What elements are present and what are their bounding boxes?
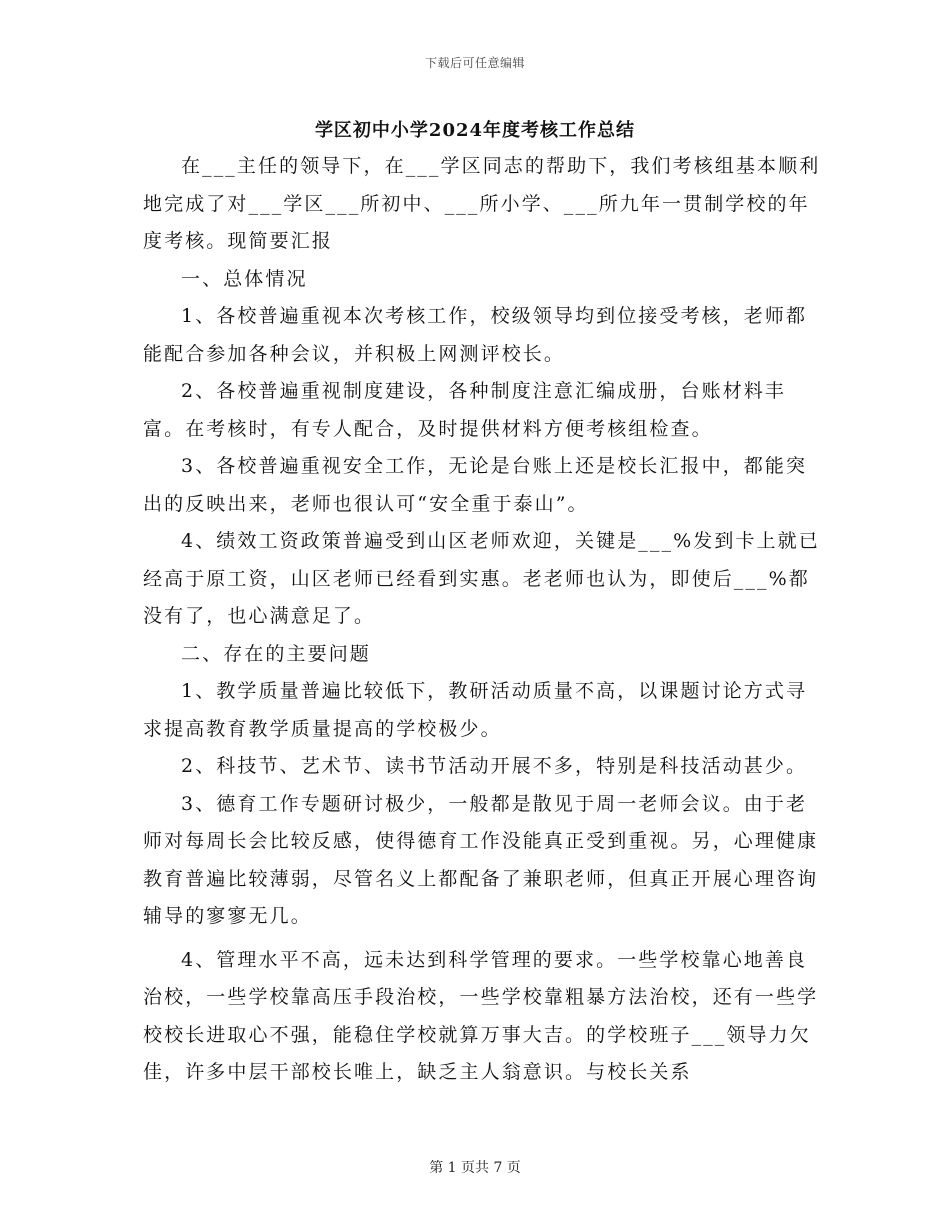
paragraph-problem-2: 2、科技节、艺术节、读书节活动开展不多，特别是科技活动甚少。 <box>181 755 808 777</box>
section-heading-overview: 一、总体情况 <box>181 267 308 290</box>
page-footer: 第 1 页共 7 页 <box>429 1160 521 1176</box>
paragraph-problem-4: 4、管理水平不高，远未达到科学管理的要求。一些学校靠心地善良治校，一些学校靠高压手段治校，一些学校靠粗暴方法治校，还有一些学校校长进取心不强，能稳住学校就算万事大吉。的学校班子___领导力欠佳，许多中层干部校长唯上，缺乏主人翁意识。与校长关系 <box>143 948 819 1083</box>
section-heading-problems: 二、存在的主要问题 <box>181 642 371 665</box>
paragraph-intro: 在___主任的领导下，在___学区同志的帮助下，我们考核组基本顺利地完成了对___学区___所初中、___所小学、___所九年一贯制学校的年度考核。现简要汇报 <box>143 155 821 252</box>
document-body <box>143 148 823 1092</box>
paragraph-problem-1: 1、教学质量普遍比较低下，教研活动质量不高，以课题讨论方式寻求提高教育教学质量提高的学校极少。 <box>143 680 808 740</box>
header-note: 下载后可任意编辑 <box>424 56 525 70</box>
paragraph-overview-2: 2、各校普遍重视制度建设，各种制度注意汇编成册，台账材料丰富。在考核时，有专人配合，及时提供材料方便考核组检查。 <box>143 380 786 440</box>
paragraph-overview-3: 3、各校普遍重视安全工作，无论是台账上还是校长汇报中，都能突出的反映出来，老师也很认可“安全重于泰山”。 <box>143 455 808 515</box>
paragraph-overview-4: 4、绩效工资政策普遍受到山区老师欢迎，关键是___%发到卡上就已经高于原工资，山区老师已经看到实惠。老老师也认为，即使后___%都没有了，也心满意足了。 <box>143 530 820 627</box>
paragraph-overview-1: 1、各校普遍重视本次考核工作，校级领导均到位接受考核，老师都能配合参加各种会议，并积极上网测评校长。 <box>143 305 808 365</box>
paragraph-problem-3: 3、德育工作专题研讨极少，一般都是散见于周一老师会议。由于老师对每周长会比较反感，使得德育工作没能真正受到重视。另，心理健康教育普遍比较薄弱，尽管名义上都配备了兼职老师，但真正开展心理咨询辅导的寥寥无几。 <box>143 792 819 927</box>
document-title: 学区初中小学2024年度考核工作总结 <box>314 120 636 141</box>
